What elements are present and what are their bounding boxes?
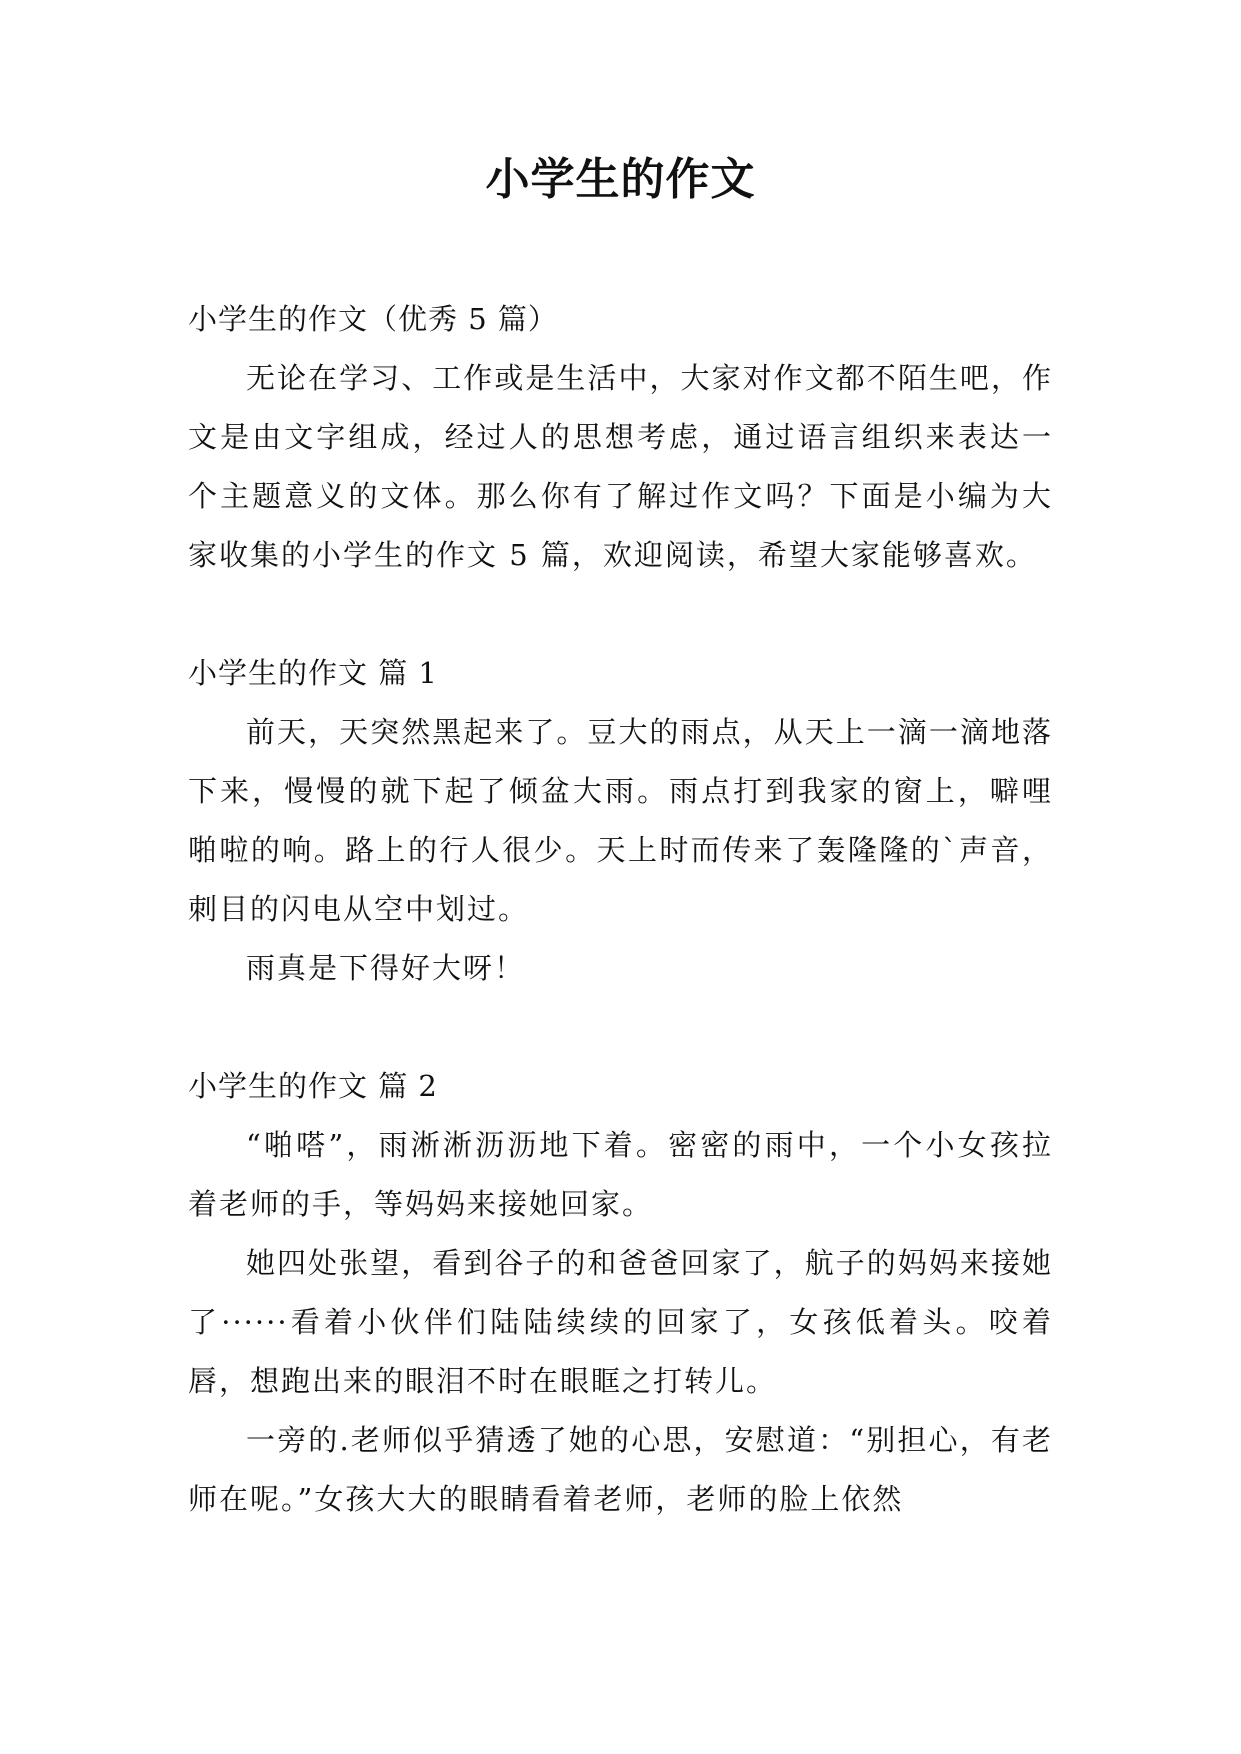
intro-paragraph: 无论在学习、工作或是生活中，大家对作文都不陌生吧，作文是由文字组成，经过人的思想考虑，通过语言组织来表达一个主题意义的文体。那么你有了解过作文吗？下面是小编为大家收集的小学生的作文 5 篇，欢迎阅读，希望大家能够喜欢。 [188,361,1053,572]
section-2-paragraph-3: 一旁的.老师似乎猜透了她的心思，安慰道：“别担心，有老师在呢。”女孩大大的眼睛看着老师，老师的脸上依然 [188,1423,1053,1516]
section-1-paragraph-1: 前天，天突然黑起来了。豆大的雨点，从天上一滴一滴地落下来，慢慢的就下起了倾盆大雨。雨点打到我家的窗上，噼哩啪啦的响。路上的行人很少。天上时而传来了轰隆隆的`声音，刺目的闪电从空中划过。 [188,715,1053,926]
section-1-paragraph-2: 雨真是下得好大呀！ [246,951,526,985]
section-2-paragraph-1: “啪嗒”，雨淅淅沥沥地下着。密密的雨中，一个小女孩拉着老师的手，等妈妈来接她回家。 [188,1128,1053,1221]
section-gap [188,585,1053,644]
document-title: 小学生的作文 [485,154,756,205]
document-body [188,290,1053,1529]
section-2-paragraph-2: 她四处张望，看到谷子的和爸爸回家了，航子的妈妈来接她了······看着小伙伴们陆陆续续的回家了，女孩低着头。咬着唇，想跑出来的眼泪不时在眼眶之打转儿。 [188,1246,1053,1398]
section-1-heading: 小学生的作文 篇 1 [188,656,438,690]
intro-heading: 小学生的作文（优秀 5 篇） [188,302,558,336]
section-gap [188,998,1053,1057]
section-2-heading: 小学生的作文 篇 2 [188,1069,438,1103]
